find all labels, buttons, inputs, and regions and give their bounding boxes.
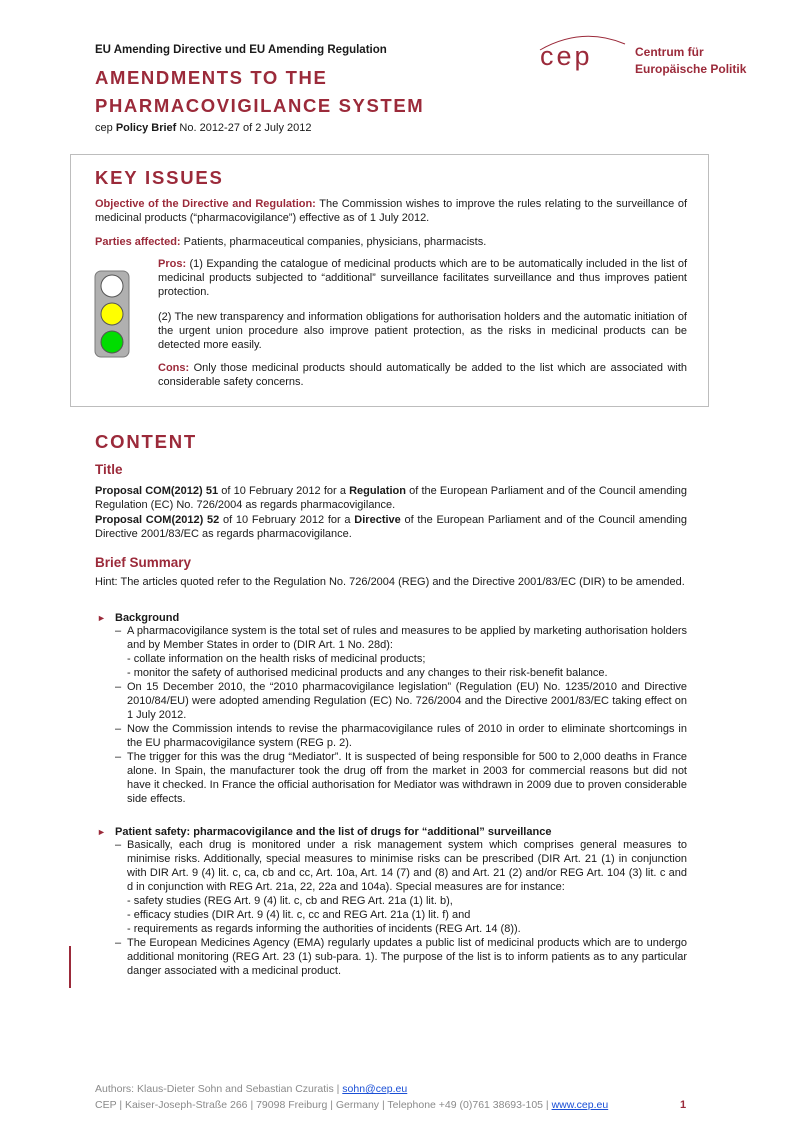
traffic-light-icon <box>94 270 130 358</box>
pros-paragraph-1: Pros: (1) Expanding the catalogue of medicinal products which are to be automatically included in the list of medicinal products subjected to “additional” surveillance facilitates surveillance and thus improves patient protection. <box>158 258 687 298</box>
list-item: – On 15 December 2010, the “2010 pharmacovigilance legislation” (Regulation (EU) No. 1235/2010 and Directive 2010/84/EU) were adopted amending Regulation (EC) No. 726/2004 and the Directive 2001/83/EC taking effect on 1 July 2012. <box>115 681 687 721</box>
document-title: AMENDMENTS TO THE PHARMACOVIGILANCE SYSTEM <box>95 67 425 116</box>
policy-brief-info: cep Policy Brief No. 2012-27 of 2 July 2012 <box>95 122 312 134</box>
background-section <box>97 612 687 806</box>
footer-authors: Authors: Klaus-Dieter Sohn and Sebastian Czuratis | sohn@cep.eu <box>95 1083 408 1095</box>
author-email-link[interactable]: sohn@cep.eu <box>342 1083 408 1095</box>
cons-paragraph: Cons: Only those medicinal products should automatically be added to the list which are associated with considerable safety concerns. <box>158 362 688 388</box>
list-item: – The European Medicines Agency (EMA) regularly updates a public list of medicinal products which are to undergo additional monitoring (REG Art. 23 (1) sub-para. 1). The purpose of the list is to inform patients as to any particular danger associated with a medicinal product. <box>115 937 687 977</box>
proposal-regulation: Proposal COM(2012) 51 of 10 February 2012 for a Regulation of the European Parliament and of the Council amending Regulation (EC) No. 726/2004 as regards pharmacovigilance. <box>95 485 687 511</box>
key-issues-heading: KEY ISSUES <box>95 167 224 188</box>
background-heading: ► Background <box>97 612 180 624</box>
proposal-directive: Proposal COM(2012) 52 of 10 February 2012 for a Directive of the European Parliament and of the Council amending Directive 2001/83/EC as regards pharmacovigilance. <box>95 514 688 540</box>
title-heading: Title <box>95 462 123 477</box>
sub-list-item: - requirements as regards informing the authorities of incidents (REG Art. 14 (8)). <box>127 923 521 935</box>
document-type: EU Amending Directive und EU Amending Regulation <box>95 44 387 56</box>
parties-paragraph: Parties affected: Patients, pharmaceutical companies, physicians, pharmacists. <box>95 236 487 248</box>
sub-list-item: - collate information on the health risks of medicinal products; <box>127 653 426 665</box>
brief-summary-heading: Brief Summary <box>95 555 192 570</box>
objective-paragraph: Objective of the Directive and Regulation: The Commission wishes to improve the rules relating to the surveillance of medicinal products (“pharmacovigilance”) effective as of 1 July 2012. <box>95 198 687 224</box>
patient-safety-section <box>97 826 687 978</box>
bullet-triangle-icon: ► <box>97 613 106 623</box>
organization-name: Centrum für Europäische Politik <box>635 45 747 76</box>
sub-list-item: - safety studies (REG Art. 9 (4) lit. c, cb and REG Art. 21a (1) lit. b), <box>127 895 453 907</box>
list-item: – A pharmacovigilance system is the total set of rules and measures to be applied by marketing authorisation holders and by Member States in order to (DIR Art. 1 No. 28d): <box>115 625 687 651</box>
list-item: – Basically, each drug is monitored under a risk management system which comprises general measures to minimise risks. Additionally, special measures to minimise risks can be prescribed (DIR Art. 21 (1) in conjunction with DIR Art. 9 (4) lit. c, ca, cb and cc, Art. 10a, Art. 14 (7) and (8) and Art. 21 (2) and/or REG Art. 104 (3) lit. c and d in conjunction with REG Art. 21a, 22, 22a and 104a). Special measures are for instance: <box>115 839 687 893</box>
website-link[interactable]: www.cep.eu <box>551 1099 609 1111</box>
footer-address: CEP | Kaiser-Joseph-Straße 266 | 79098 Freiburg | Germany | Telephone +49 (0)761 38693-105 | www.cep.eu <box>95 1099 609 1111</box>
sub-list-item: - monitor the safety of authorised medicinal products and any changes to their risk-benefit balance. <box>127 667 608 679</box>
sub-list-item: - efficacy studies (DIR Art. 9 (4) lit. c, cc and REG Art. 21a (1) lit. f) and <box>127 909 471 921</box>
patient-safety-heading: ► Patient safety: pharmacovigilance and the list of drugs for “additional” surveillance <box>97 826 552 838</box>
pros-paragraph-2: (2) The new transparency and information obligations for authorisation holders and the automatic initiation of the urgent union procedure also improve patient protection, as the risks in medicinal products can be detected more easily. <box>158 311 687 351</box>
content-heading: CONTENT <box>95 431 198 452</box>
list-item: – Now the Commission intends to revise the pharmacovigilance rules of 2010 in order to eliminate shortcomings in the EU pharmacovigilance system (REG p. 2). <box>115 723 687 749</box>
cep-logo: cep <box>540 41 593 71</box>
margin-change-bar <box>69 946 71 988</box>
bullet-triangle-icon: ► <box>97 827 106 837</box>
hint-paragraph: Hint: The articles quoted refer to the Regulation No. 726/2004 (REG) and the Directive 2001/83/EC (DIR) to be amended. <box>95 576 685 588</box>
list-item: – The trigger for this was the drug “Mediator”. It is suspected of being responsible for 500 to 2,000 deaths in France alone. In Spain, the manufacturer took the drug off from the market in 2003 for commercial reasons but did not have it checked. In France the official authorisation for Mediator was withdrawn in 2009 due to proven considerable side effects. <box>115 751 687 805</box>
page-number: 1 <box>680 1099 687 1111</box>
